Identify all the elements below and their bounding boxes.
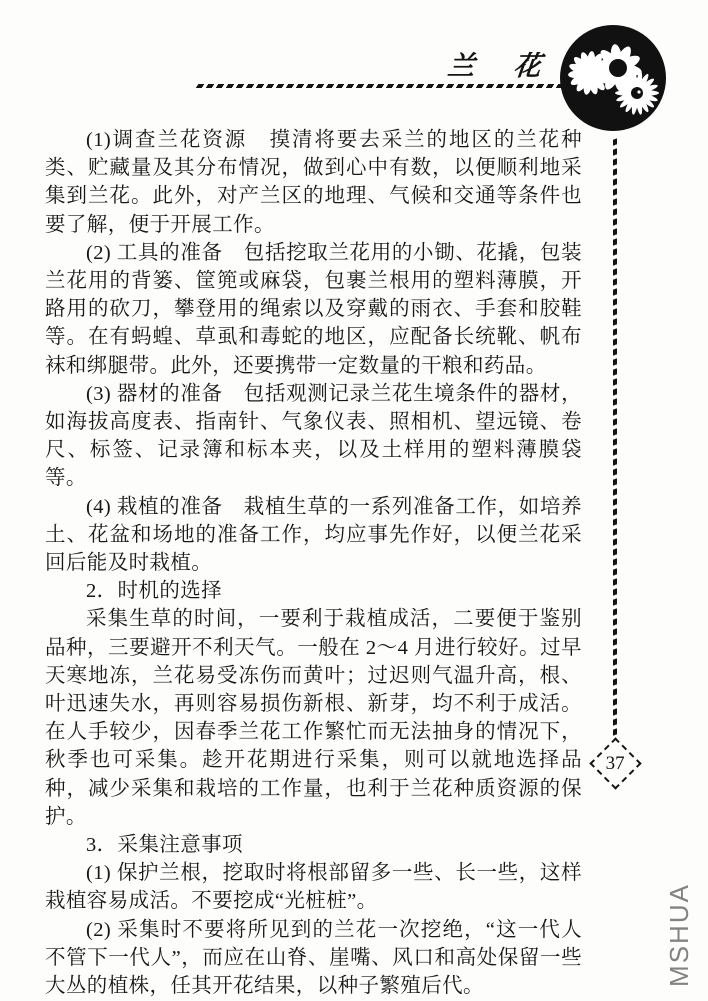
page-title: 兰 花 xyxy=(446,51,549,81)
paragraph-5: 采集生草的时间，一要利于栽植成活，二要便于鉴别品种，三要避开不利天气。一般在 2～4 月进行较好。过早天寒地冻，兰花易受冻伤而黄叶；过迟则气温升高，根、叶迅速失水，再则容易损伤新根、新芽，均不利于成活。在人手较少，因春季兰花工作繁忙而无法抽身的情况下，秋季也可采集。趁开花期进行采集，则可以就地选择品种，减少采集和栽培的工作量，也利于兰花种质资源的保护。 xyxy=(45,608,582,828)
chrysanthemum-photo-icon xyxy=(558,23,668,133)
paragraph-7: (2) 采集时不要将所见到的兰花一次挖绝，“这一代人不管下一代人”，而应在山脊、崖嘴、风口和高处保留一些大丛的植株，任其开花结果，以种子繁殖后代。 xyxy=(45,918,582,998)
section-heading-3: 3．采集注意事项 xyxy=(86,834,243,857)
paragraph-6: (1) 保护兰根，挖取时将根部留多一些、长一些，这样栽植容易成活。不要挖成“光桩桩”。 xyxy=(45,862,582,913)
paragraph-4: (4) 栽植的准备 栽植生草的一系列准备工作，如培养土、花盆和场地的准备工作，均应事先作好，以便兰花采回后能及时栽植。 xyxy=(45,495,582,575)
margin-dashed-rule xyxy=(613,138,617,736)
section-heading-2: 2．时机的选择 xyxy=(86,580,223,603)
paragraph-2: (2) 工具的准备 包括挖取兰花用的小锄、花撬，包装兰花用的背篓、筐篼或麻袋，包裹兰根用的塑料薄膜，开路用的砍刀，攀登用的绳索以及穿戴的雨衣、手套和胶鞋等。在有蚂蝗、草虱和毒蛇的地区，应配备长统靴、帆布袜和绑腿带。此外，还要携带一定数量的干粮和药品。 xyxy=(45,241,582,377)
page-number: 37 xyxy=(606,752,625,774)
paragraph-1: (1)调查兰花资源 摸清将要去采兰的地区的兰花种类、贮藏量及其分布情况，做到心中有数，以便顺利地采集到兰花。此外，对产兰区的地理、气候和交通等条件也要了解，便于开展工作。 xyxy=(45,129,582,236)
page-number-badge xyxy=(589,737,641,789)
watermark-text: MSHUA xyxy=(664,883,694,987)
header-dashed-rule xyxy=(196,84,567,88)
page-body xyxy=(45,126,582,1000)
paragraph-3: (3) 器材的准备 包括观测记录兰花生境条件的器材，如海拔高度表、指南针、气象仪表、照相机、望远镜、卷尺、标签、记录簿和标本夹，以及土样用的塑料薄膜袋等。 xyxy=(45,382,582,490)
flower-photo xyxy=(558,23,668,133)
